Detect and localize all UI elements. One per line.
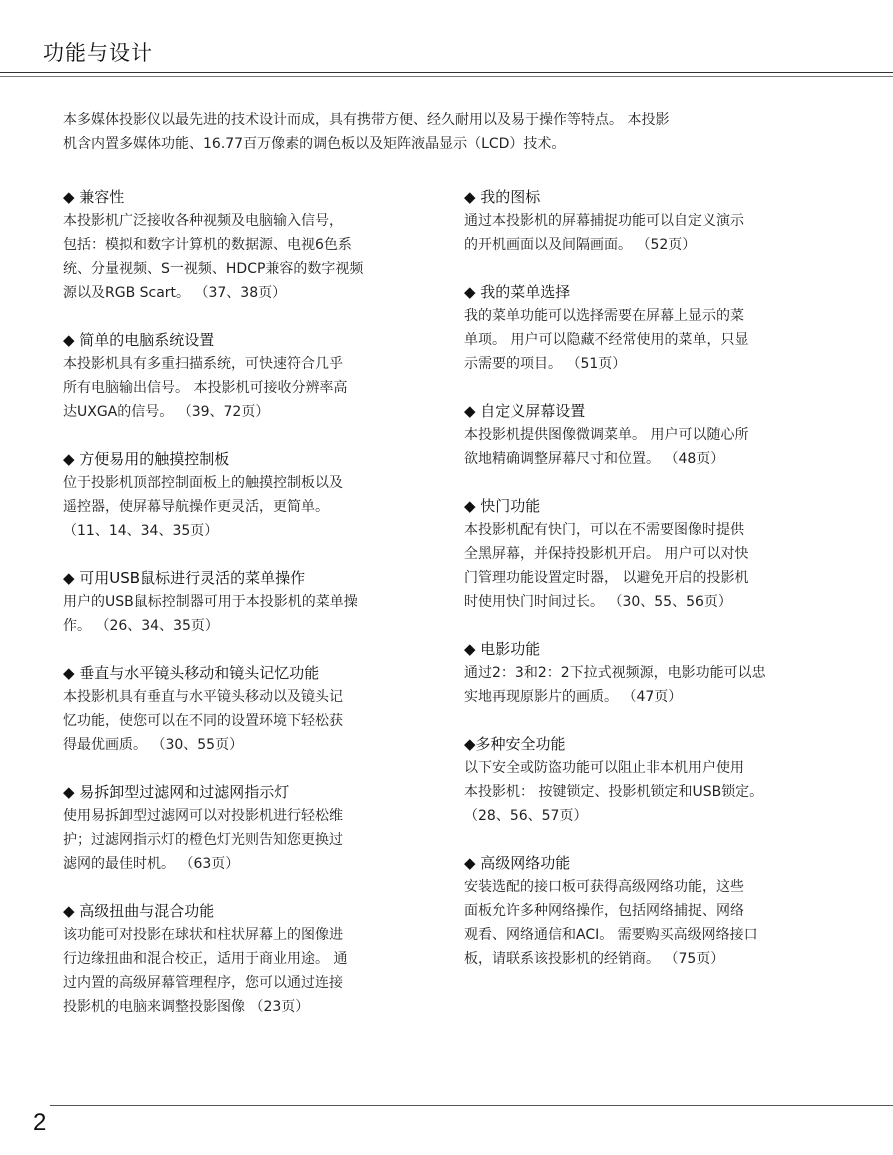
description-line: 通过2：3和2：2下拉式视频源，电影功能可以忠 xyxy=(464,665,766,681)
description-line: 通过本投影机的屏幕捕捉功能可以自定义演示 xyxy=(464,213,744,229)
description-line: 单项。 用户可以隐藏不经常使用的菜单，只显 xyxy=(464,332,749,348)
description-line: 作。 （26、34、35页） xyxy=(63,618,219,634)
page-number: 2 xyxy=(33,1109,47,1136)
page-title: 功能与设计 xyxy=(43,41,153,65)
intro-paragraph xyxy=(63,108,773,156)
description-line: 滤网的最佳时机。 （63页） xyxy=(63,856,240,872)
description-line: 欲地精确调整屏幕尺寸和位置。 （48页） xyxy=(464,451,725,467)
description-line: 护；过滤网指示灯的橙色灯光则告知您更换过 xyxy=(63,832,343,848)
footer-rule xyxy=(50,1105,893,1106)
feature-section xyxy=(63,780,403,876)
feature-section xyxy=(464,280,809,376)
feature-description xyxy=(464,518,809,614)
description-line: 我的菜单功能可以选择需要在屏幕上显示的菜 xyxy=(464,308,744,324)
header-rule-thin xyxy=(0,76,893,77)
description-line: 的开机画面以及间隔画面。 （52页） xyxy=(464,237,697,253)
description-line: 面板允许多种网络操作，包括网络捕捉、网络 xyxy=(464,903,744,919)
description-line: 本投影机广泛接收各种视频及电脑输入信号， xyxy=(63,213,343,229)
description-line: 该功能可对投影在球状和柱状屏幕上的图像进 xyxy=(63,927,343,943)
feature-section xyxy=(464,185,809,257)
description-line: （28、56、57页） xyxy=(464,808,588,824)
intro-line: 本多媒体投影仪以最先进的技术设计而成，具有携带方便、经久耐用以及易于操作等特点。 本投影 xyxy=(63,112,670,128)
feature-description xyxy=(63,209,403,305)
description-line: 包括：模拟和数字计算机的数据源、电视6色系 xyxy=(63,237,352,253)
feature-description xyxy=(464,756,809,828)
description-line: 源以及RGB Scart。 （37、38页） xyxy=(63,285,287,301)
feature-heading: ◆ 垂直与水平镜头移动和镜头记忆功能 xyxy=(63,664,320,682)
intro-line: 机含内置多媒体功能、16.77百万像素的调色板以及矩阵液晶显示（LCD）技术。 xyxy=(63,136,566,152)
feature-heading: ◆ 自定义屏幕设置 xyxy=(464,402,586,420)
description-line: 忆功能，使您可以在不同的设置环境下轻松获 xyxy=(63,713,343,729)
description-line: 统、分量视频、S一视频、HDCP兼容的数字视频 xyxy=(63,261,364,277)
feature-description xyxy=(464,304,809,376)
description-line: （11、14、34、35页） xyxy=(63,523,219,539)
description-line: 本投影机具有多重扫描系统，可快速符合几乎 xyxy=(63,356,343,372)
description-line: 本投影机提供图像微调菜单。 用户可以随心所 xyxy=(464,427,749,443)
feature-section xyxy=(464,851,809,971)
feature-section xyxy=(63,328,403,424)
description-line: 达UXGA的信号。 （39、72页） xyxy=(63,404,270,420)
feature-heading: ◆ 高级网络功能 xyxy=(464,854,571,872)
feature-heading: ◆ 电影功能 xyxy=(464,640,541,658)
feature-heading: ◆ 可用USB鼠标进行灵活的菜单操作 xyxy=(63,569,306,587)
description-line: 所有电脑输出信号。 本投影机可接收分辨率高 xyxy=(63,380,348,396)
feature-section xyxy=(63,661,403,757)
feature-heading: ◆ 我的图标 xyxy=(464,188,541,206)
description-line: 示需要的项目。 （51页） xyxy=(464,356,627,372)
feature-heading: ◆ 简单的电脑系统设置 xyxy=(63,331,215,349)
feature-heading: ◆ 兼容性 xyxy=(63,188,125,206)
feature-section xyxy=(63,899,403,1019)
description-line: 遥控器，使屏幕导航操作更灵活，更简单。 xyxy=(63,499,329,515)
description-line: 本投影机： 按键锁定、投影机锁定和USB锁定。 xyxy=(464,784,764,800)
feature-heading: ◆ 易拆卸型过滤网和过滤网指示灯 xyxy=(63,783,290,801)
header-rule xyxy=(0,72,893,73)
right-feature-column xyxy=(464,185,809,971)
left-feature-column xyxy=(63,185,403,1019)
feature-section xyxy=(464,494,809,614)
feature-description xyxy=(63,804,403,876)
description-line: 位于投影机顶部控制面板上的触摸控制板以及 xyxy=(63,475,343,491)
feature-section xyxy=(63,447,403,543)
feature-description xyxy=(63,685,403,757)
feature-section xyxy=(464,732,809,828)
feature-description xyxy=(464,423,809,471)
description-line: 本投影机配有快门，可以在不需要图像时提供 xyxy=(464,522,744,538)
description-line: 得最优画质。 （30、55页） xyxy=(63,737,244,753)
feature-heading: ◆ 高级扭曲与混合功能 xyxy=(63,902,215,920)
feature-description xyxy=(63,590,403,638)
feature-description xyxy=(63,352,403,424)
description-line: 安装选配的接口板可获得高级网络功能，这些 xyxy=(464,879,744,895)
description-line: 板，请联系该投影机的经销商。 （75页） xyxy=(464,951,725,967)
description-line: 投影机的电脑来调整投影图像 （23页） xyxy=(63,999,310,1015)
feature-section xyxy=(464,399,809,471)
feature-description xyxy=(464,875,809,971)
description-line: 时使用快门时间过长。 （30、55、56页） xyxy=(464,594,732,610)
feature-heading: ◆多种安全功能 xyxy=(464,735,566,753)
feature-section xyxy=(63,566,403,638)
feature-description xyxy=(63,923,403,1019)
description-line: 用户的USB鼠标控制器可用于本投影机的菜单操 xyxy=(63,594,358,610)
feature-description xyxy=(464,209,809,257)
feature-section xyxy=(63,185,403,305)
feature-heading: ◆ 我的菜单选择 xyxy=(464,283,571,301)
feature-description xyxy=(63,471,403,543)
feature-section xyxy=(464,637,809,709)
feature-heading: ◆ 快门功能 xyxy=(464,497,541,515)
feature-heading: ◆ 方便易用的触摸控制板 xyxy=(63,450,230,468)
description-line: 观看、网络通信和ACI。 需要购买高级网络接口 xyxy=(464,927,758,943)
feature-description xyxy=(464,661,809,709)
description-line: 过内置的高级屏幕管理程序，您可以通过连接 xyxy=(63,975,343,991)
description-line: 实地再现原影片的画质。 （47页） xyxy=(464,689,683,705)
description-line: 行边缘扭曲和混合校正，适用于商业用途。 通 xyxy=(63,951,348,967)
description-line: 以下安全或防盗功能可以阻止非本机用户使用 xyxy=(464,760,744,776)
description-line: 门管理功能设置定时器， 以避免开启的投影机 xyxy=(464,570,749,586)
description-line: 使用易拆卸型过滤网可以对投影机进行轻松维 xyxy=(63,808,343,824)
description-line: 全黑屏幕，并保持投影机开启。 用户可以对快 xyxy=(464,546,749,562)
description-line: 本投影机具有垂直与水平镜头移动以及镜头记 xyxy=(63,689,343,705)
